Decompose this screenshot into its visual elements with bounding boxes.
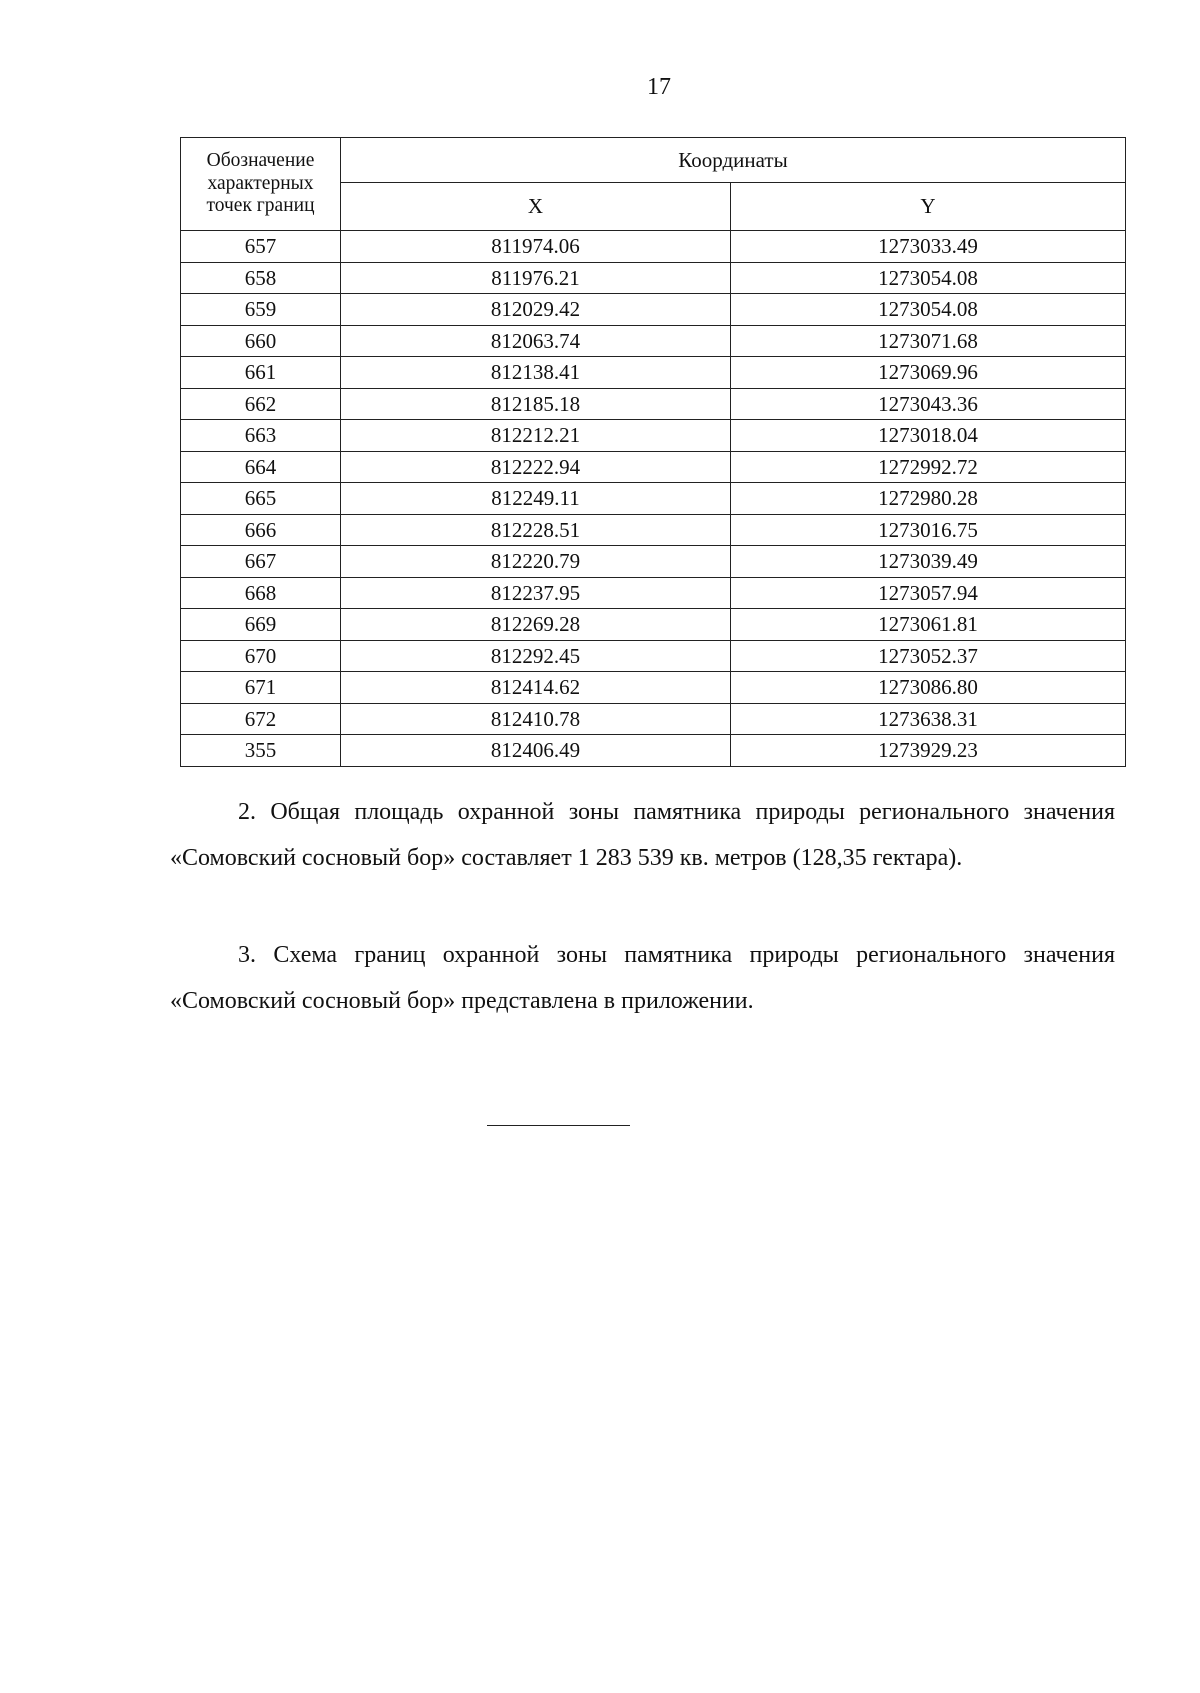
table-row [181, 640, 1126, 672]
header-point-designation: Обозначение характерных точек границ [181, 138, 341, 231]
x-cell: 811974.06 [341, 231, 731, 263]
x-cell: 812228.51 [341, 514, 731, 546]
point-cell: 658 [181, 262, 341, 294]
x-cell: 811976.21 [341, 262, 731, 294]
y-cell: 1273061.81 [731, 609, 1126, 641]
y-cell: 1273054.08 [731, 262, 1126, 294]
x-cell: 812414.62 [341, 672, 731, 704]
y-cell: 1273052.37 [731, 640, 1126, 672]
y-cell: 1273069.96 [731, 357, 1126, 389]
point-cell: 667 [181, 546, 341, 578]
table-row [181, 420, 1126, 452]
table-row [181, 735, 1126, 767]
point-cell: 670 [181, 640, 341, 672]
table-row [181, 451, 1126, 483]
y-cell: 1272980.28 [731, 483, 1126, 515]
x-cell: 812138.41 [341, 357, 731, 389]
x-cell: 812185.18 [341, 388, 731, 420]
point-cell: 665 [181, 483, 341, 515]
x-cell: 812406.49 [341, 735, 731, 767]
x-cell: 812222.94 [341, 451, 731, 483]
x-cell: 812237.95 [341, 577, 731, 609]
y-cell: 1273043.36 [731, 388, 1126, 420]
y-cell: 1273033.49 [731, 231, 1126, 263]
point-cell: 671 [181, 672, 341, 704]
page-number: 17 [647, 74, 671, 100]
x-cell: 812249.11 [341, 483, 731, 515]
table-row [181, 546, 1126, 578]
y-cell: 1273638.31 [731, 703, 1126, 735]
y-cell: 1273929.23 [731, 735, 1126, 767]
x-cell: 812063.74 [341, 325, 731, 357]
table-row [181, 703, 1126, 735]
table-body [181, 231, 1126, 767]
point-cell: 669 [181, 609, 341, 641]
coordinates-table [180, 137, 1126, 767]
y-cell: 1273054.08 [731, 294, 1126, 326]
end-divider [487, 1125, 630, 1126]
x-cell: 812212.21 [341, 420, 731, 452]
point-cell: 661 [181, 357, 341, 389]
x-cell: 812029.42 [341, 294, 731, 326]
table-row [181, 262, 1126, 294]
table-row [181, 231, 1126, 263]
point-cell: 672 [181, 703, 341, 735]
x-cell: 812410.78 [341, 703, 731, 735]
header-coordinates: Координаты [341, 138, 1126, 183]
point-cell: 657 [181, 231, 341, 263]
header-y: Y [731, 183, 1126, 231]
table-row [181, 577, 1126, 609]
point-cell: 659 [181, 294, 341, 326]
point-cell: 662 [181, 388, 341, 420]
y-cell: 1272992.72 [731, 451, 1126, 483]
point-cell: 663 [181, 420, 341, 452]
table-header [181, 138, 1126, 231]
table-row [181, 609, 1126, 641]
y-cell: 1273039.49 [731, 546, 1126, 578]
y-cell: 1273016.75 [731, 514, 1126, 546]
table-row [181, 483, 1126, 515]
paragraph-total-area: 2. Общая площадь охранной зоны памятника природы регионального значения «Сомовский сосновый бор» составляет 1 283 539 кв. метров (128,35 гектара). [170, 799, 1115, 871]
y-cell: 1273071.68 [731, 325, 1126, 357]
x-cell: 812269.28 [341, 609, 731, 641]
table-row [181, 325, 1126, 357]
table-row [181, 357, 1126, 389]
x-cell: 812220.79 [341, 546, 731, 578]
header-x: X [341, 183, 731, 231]
table-row [181, 514, 1126, 546]
y-cell: 1273057.94 [731, 577, 1126, 609]
point-cell: 664 [181, 451, 341, 483]
paragraph-boundary-scheme: 3. Схема границ охранной зоны памятника природы регионального значения «Сомовский сосновый бор» представлена в приложении. [170, 942, 1115, 1014]
table-row [181, 294, 1126, 326]
table-row [181, 388, 1126, 420]
point-cell: 668 [181, 577, 341, 609]
point-cell: 666 [181, 514, 341, 546]
y-cell: 1273086.80 [731, 672, 1126, 704]
y-cell: 1273018.04 [731, 420, 1126, 452]
x-cell: 812292.45 [341, 640, 731, 672]
point-cell: 660 [181, 325, 341, 357]
point-cell: 355 [181, 735, 341, 767]
table-row [181, 672, 1126, 704]
